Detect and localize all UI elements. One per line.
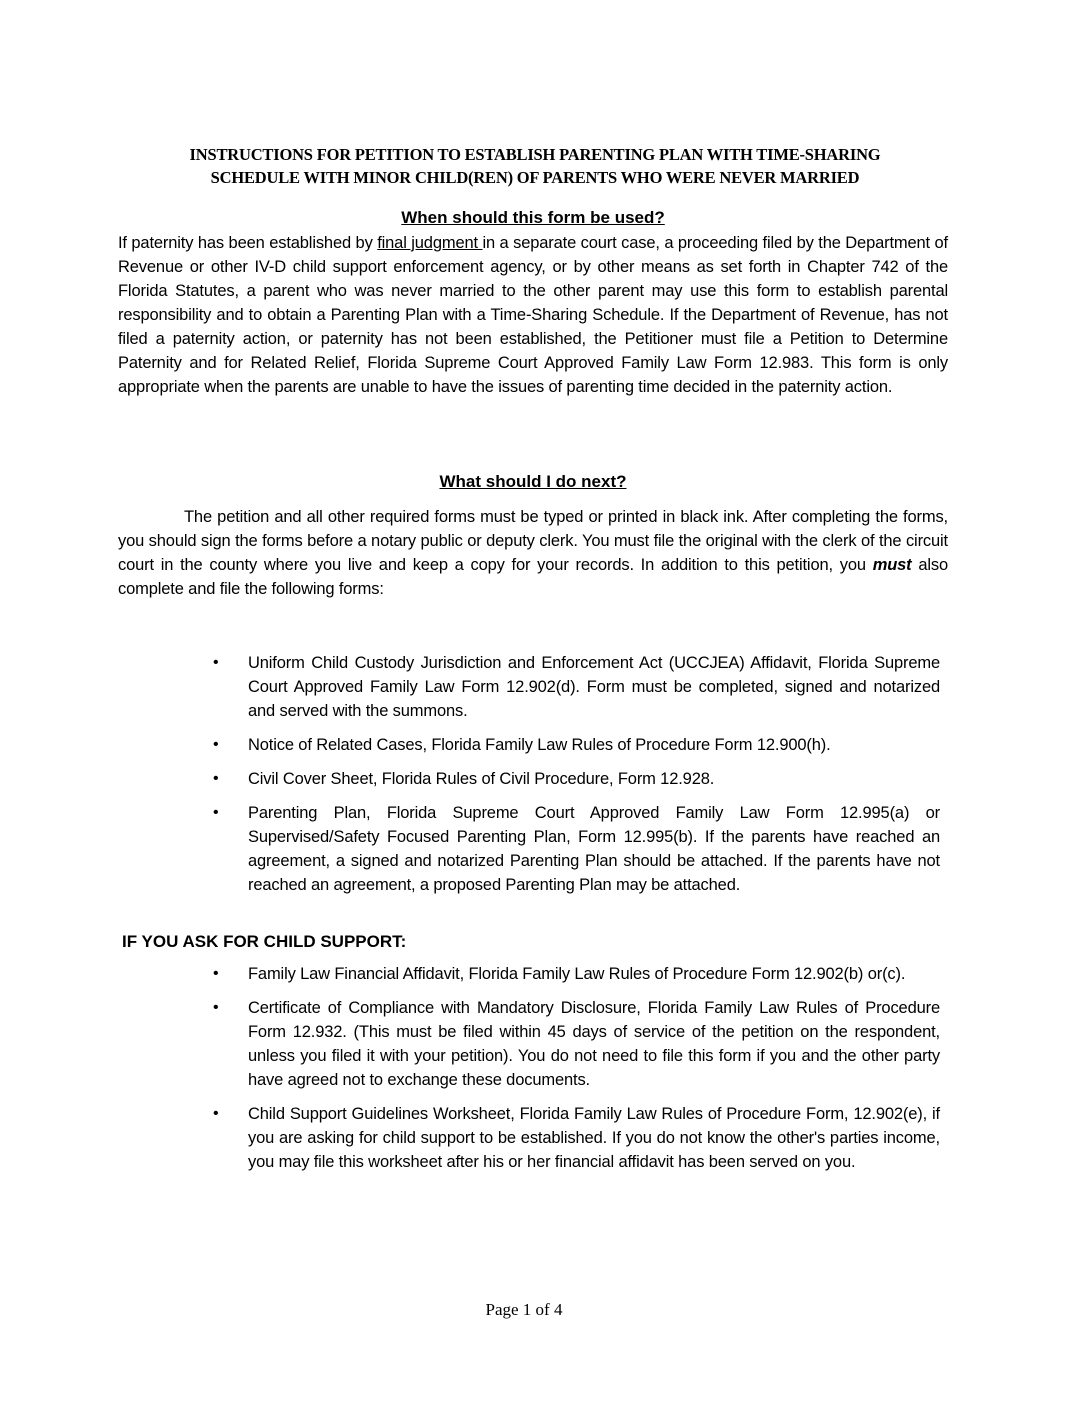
bullet-icon: • — [213, 1105, 219, 1122]
bullet-icon: • — [213, 965, 219, 982]
bullet-icon: • — [213, 999, 219, 1016]
list-item: • Parenting Plan, Florida Supreme Court Approved Family Law Form 12.995(a) or Supervised/Safety Focused Parenting Plan, Form 12.995(b). If the parents have reached an agreement, a signed and notarized Parenting Plan should be attached. If the parents have not reached an agreement, a proposed Parenting Plan may be attached. — [200, 801, 940, 897]
list-item: • Notice of Related Cases, Florida Family Law Rules of Procedure Form 12.900(h). — [200, 733, 940, 757]
next-paragraph — [118, 505, 948, 601]
child-support-forms-list — [200, 962, 940, 1184]
child-support-heading: IF YOU ASK FOR CHILD SUPPORT: — [122, 932, 407, 951]
list-item: • Child Support Guidelines Worksheet, Florida Family Law Rules of Procedure Form, 12.902(e), if you are asking for child support to be established. If you do not know the other's parties income, you may file this worksheet after his or her financial affidavit has been served on you. — [200, 1102, 940, 1174]
bullet-icon: • — [213, 770, 219, 787]
page-number: Page 1 of 4 — [485, 1300, 563, 1319]
bullet-icon: • — [213, 654, 219, 671]
final-judgment-text: final judgment — [377, 234, 483, 252]
list-item: • Certificate of Compliance with Mandatory Disclosure, Florida Family Law Rules of Procedure Form 12.932. (This must be filed within 45 days of service of the petition on the respondent, unless you filed it with your petition). You do not need to file this form if you and the other party have agreed not to exchange these documents. — [200, 996, 940, 1092]
section-heading-when: When should this form be used? — [401, 208, 665, 227]
list-item: • Family Law Financial Affidavit, Florida Family Law Rules of Procedure Form 12.902(b) or(c). — [200, 962, 940, 986]
when-text-post: in a separate court case, a proceeding filed by the Department of Revenue or other IV-D child support enforcement agency, or by other means as set forth in Chapter 742 of the Florida Statutes, a parent who was never married to the other parent may use this form to establish parental responsibility and to obtain a Parenting Plan with a Time-Sharing Schedule. If the Department of Revenue, has not filed a paternity action, or paternity has not been established, the Petitioner must file a Petition to Determine Paternity and for Related Relief, Florida Supreme Court Approved Family Law Form 12.983. This form is only appropriate when the parents are unable to have the issues of parenting time decided in the paternity action. — [118, 234, 948, 396]
list-item: • Uniform Child Custody Jurisdiction and Enforcement Act (UCCJEA) Affidavit, Florida Supreme Court Approved Family Law Form 12.902(d). Form must be completed, signed and notarized and served with the summons. — [200, 651, 940, 723]
when-text-pre: If paternity has been established by — [118, 234, 378, 252]
must-emphasis: must — [872, 556, 912, 574]
bullet-icon: • — [213, 736, 219, 753]
next-text-pre: The petition and all other required forms must be typed or printed in black ink. After completing the forms, you should sign the forms before a notary public or deputy clerk. You must file the original with the clerk of the circuit court in the county where you live and keep a copy for your records. In addition to this petition, you — [118, 508, 948, 574]
when-paragraph — [118, 231, 948, 399]
document-title — [120, 143, 950, 189]
list-item: • Civil Cover Sheet, Florida Rules of Civil Procedure, Form 12.928. — [200, 767, 940, 791]
section-heading-next: What should I do next? — [439, 472, 627, 491]
next-text-post: also complete and file the following forms: — [118, 556, 949, 598]
required-forms-list — [200, 651, 940, 907]
title-line-1: INSTRUCTIONS FOR PETITION TO ESTABLISH PARENTING PLAN WITH TIME-SHARING — [189, 145, 881, 164]
bullet-icon: • — [213, 804, 219, 821]
title-line-2: SCHEDULE WITH MINOR CHILD(REN) OF PARENTS WHO WERE NEVER MARRIED — [210, 168, 860, 187]
